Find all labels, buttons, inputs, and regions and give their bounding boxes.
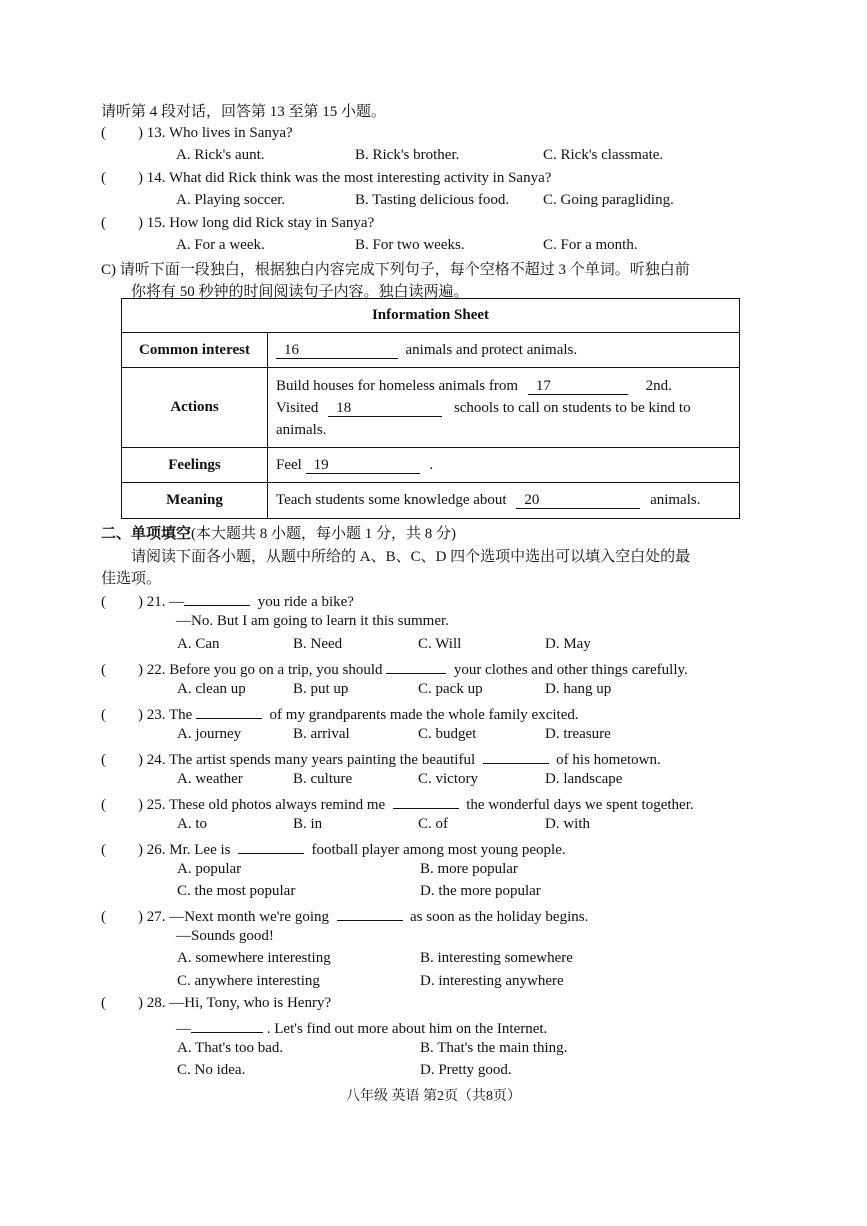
answer-paren[interactable]: ( xyxy=(101,707,106,723)
option[interactable]: B. put up xyxy=(293,681,349,697)
row-text: . xyxy=(429,456,434,473)
answer-paren[interactable]: ( xyxy=(101,995,106,1011)
option[interactable]: A. clean up xyxy=(177,681,246,697)
question-21-reply: —No. But I am going to learn it this summer. xyxy=(176,613,449,629)
option[interactable]: C. victory xyxy=(418,771,478,787)
answer-paren[interactable]: ( xyxy=(101,752,106,768)
question-stem: ) 21. — xyxy=(138,594,185,610)
option[interactable]: C. Rick's classmate. xyxy=(543,147,664,163)
question-25 xyxy=(101,794,694,814)
question-stem: ) 25. These old photos always remind me xyxy=(138,797,386,813)
blank-18[interactable]: 18 xyxy=(328,400,442,417)
row-label-feelings: Feelings xyxy=(122,448,268,483)
option[interactable]: D. hang up xyxy=(545,681,612,697)
option[interactable]: B. arrival xyxy=(293,726,350,742)
answer-paren-close: ) xyxy=(138,125,143,141)
answer-paren-close: ) xyxy=(138,170,143,186)
option[interactable]: D. treasure xyxy=(545,726,611,742)
option[interactable]: D. landscape xyxy=(545,771,623,787)
question-23 xyxy=(101,704,579,724)
question-stem: 15. How long did Rick stay in Sanya? xyxy=(146,215,375,231)
answer-paren[interactable]: ( xyxy=(101,842,106,858)
blank-22[interactable] xyxy=(386,659,446,674)
option[interactable]: D. the more popular xyxy=(420,883,541,899)
instruction-c-line2: 你将有 50 秒钟的时间阅读句子内容。独白读两遍。 xyxy=(131,284,469,300)
section2-instruction-line1: 请阅读下面各小题，从题中所给的 A、B、C、D 四个选项中选出可以填入空白处的最 xyxy=(131,549,691,565)
row-label-actions: Actions xyxy=(122,368,268,448)
blank-19[interactable]: 19 xyxy=(306,457,420,474)
row-text: animals. xyxy=(276,421,327,438)
option[interactable]: B. culture xyxy=(293,771,353,787)
question-26 xyxy=(101,839,566,859)
blank-28[interactable] xyxy=(191,1018,263,1033)
option[interactable]: A. Playing soccer. xyxy=(176,192,286,208)
blank-20[interactable]: 20 xyxy=(516,492,640,509)
blank-23[interactable] xyxy=(196,704,262,719)
option[interactable]: B. That's the main thing. xyxy=(420,1040,568,1056)
option[interactable]: D. May xyxy=(545,636,591,652)
question-28 xyxy=(101,995,331,1012)
row-text: animals. xyxy=(650,492,701,508)
option[interactable]: B. more popular xyxy=(420,861,518,877)
row-text: Teach students some knowledge about xyxy=(276,492,507,508)
information-sheet-table xyxy=(121,298,740,519)
question-stem: ) 27. —Next month we're going xyxy=(138,909,330,925)
option[interactable]: C. anywhere interesting xyxy=(177,973,320,989)
question-stem: ) 22. Before you go on a trip, you should xyxy=(138,662,383,678)
question-stem: ) 24. The artist spends many years painting the beautiful xyxy=(138,752,476,768)
row-content-meaning xyxy=(268,483,740,519)
section2-heading-rest: (本大题共 8 小题，每小题 1 分，共 8 分) xyxy=(191,526,457,542)
option[interactable]: A. Can xyxy=(177,636,220,652)
row-text: schools to call on students to be kind to xyxy=(453,399,691,416)
option[interactable]: A. For a week. xyxy=(176,237,265,253)
question-15 xyxy=(101,215,374,232)
option[interactable]: B. in xyxy=(293,816,323,832)
option[interactable]: D. interesting anywhere xyxy=(420,973,564,989)
row-text: Feel xyxy=(276,456,302,473)
option[interactable]: D. Pretty good. xyxy=(420,1062,512,1078)
answer-paren-close: ) xyxy=(138,215,143,231)
option[interactable]: C. No idea. xyxy=(177,1062,246,1078)
answer-paren[interactable]: ( xyxy=(101,594,106,610)
question-stem-after: as soon as the holiday begins. xyxy=(410,909,589,925)
section2-heading xyxy=(101,522,456,543)
option[interactable]: B. Rick's brother. xyxy=(355,147,460,163)
question-stem: ) 26. Mr. Lee is xyxy=(138,842,231,858)
answer-paren[interactable]: ( xyxy=(101,909,106,925)
answer-paren[interactable]: ( xyxy=(101,662,106,678)
row-content-feelings xyxy=(268,448,740,483)
reply-dash: — xyxy=(176,1021,191,1037)
question-stem-after: you ride a bike? xyxy=(257,594,354,610)
table-title: Information Sheet xyxy=(122,299,740,333)
question-22 xyxy=(101,659,688,679)
question-14 xyxy=(101,170,551,187)
answer-paren[interactable]: ( xyxy=(101,170,106,186)
instruction-b4: 请听第 4 段对话，回答第 13 至第 15 小题。 xyxy=(101,104,387,120)
blank-27[interactable] xyxy=(337,906,403,921)
row-label-common-interest: Common interest xyxy=(122,333,268,368)
option[interactable]: C. For a month. xyxy=(543,237,638,253)
option[interactable]: C. Will xyxy=(418,636,462,652)
option[interactable]: A. popular xyxy=(177,861,242,877)
row-text: Build houses for homeless animals from xyxy=(276,377,519,394)
reply-text: . Let's find out more about him on the Internet. xyxy=(266,1021,548,1037)
question-stem-after: football player among most young people. xyxy=(311,842,566,858)
option[interactable]: D. with xyxy=(545,816,590,832)
row-text: Visited xyxy=(276,399,319,416)
answer-paren[interactable]: ( xyxy=(101,215,106,231)
option[interactable]: B. interesting somewhere xyxy=(420,950,573,966)
row-content-common-interest xyxy=(268,333,740,368)
question-13 xyxy=(101,125,293,142)
question-stem-after: the wonderful days we spent together. xyxy=(466,797,694,813)
option[interactable]: B. For two weeks. xyxy=(355,237,465,253)
option[interactable]: B. Tasting delicious food. xyxy=(355,192,510,208)
option[interactable]: A. Rick's aunt. xyxy=(176,147,265,163)
option[interactable]: A. somewhere interesting xyxy=(177,950,331,966)
option[interactable]: B. Need xyxy=(293,636,343,652)
blank-16[interactable]: 16 xyxy=(276,342,398,359)
question-24 xyxy=(101,749,661,769)
section2-heading-bold: 二、单项填空 xyxy=(101,526,192,542)
answer-paren[interactable]: ( xyxy=(101,125,106,141)
option[interactable]: A. to xyxy=(177,816,207,832)
row-label-meaning: Meaning xyxy=(122,483,268,519)
option[interactable]: C. Going paragliding. xyxy=(543,192,674,208)
question-stem-after: your clothes and other things carefully. xyxy=(453,662,688,678)
question-21 xyxy=(101,591,354,611)
section2-instruction-line2: 佳选项。 xyxy=(101,571,162,587)
question-stem-after: of his hometown. xyxy=(556,752,661,768)
row-text: 2nd. xyxy=(645,377,672,394)
blank-25[interactable] xyxy=(393,794,459,809)
row-content-actions xyxy=(268,368,740,448)
option[interactable]: C. pack up xyxy=(418,681,483,697)
option[interactable]: C. the most popular xyxy=(177,883,296,899)
row-text: animals and protect animals. xyxy=(405,341,578,358)
question-27 xyxy=(101,906,588,926)
option[interactable]: C. budget xyxy=(418,726,477,742)
question-28-reply xyxy=(176,1018,547,1038)
question-stem: ) 28. —Hi, Tony, who is Henry? xyxy=(138,995,332,1011)
blank-21[interactable] xyxy=(184,591,250,606)
option[interactable]: A. journey xyxy=(177,726,242,742)
blank-24[interactable] xyxy=(483,749,549,764)
blank-17[interactable]: 17 xyxy=(528,378,628,395)
option[interactable]: C. of xyxy=(418,816,448,832)
blank-26[interactable] xyxy=(238,839,304,854)
question-stem: 13. Who lives in Sanya? xyxy=(146,125,293,141)
option[interactable]: A. That's too bad. xyxy=(177,1040,284,1056)
question-27-reply: —Sounds good! xyxy=(176,928,274,944)
page-footer: 八年级 英语 第2页（共8页） xyxy=(346,1089,521,1104)
question-stem-after: of my grandparents made the whole family excited. xyxy=(269,707,579,723)
answer-paren[interactable]: ( xyxy=(101,797,106,813)
option[interactable]: A. weather xyxy=(177,771,243,787)
instruction-c-line1: C) 请听下面一段独白，根据独白内容完成下列句子，每个空格不超过 3 个单词。听独白前 xyxy=(101,262,690,278)
question-stem: 14. What did Rick think was the most interesting activity in Sanya? xyxy=(146,170,552,186)
question-stem: ) 23. The xyxy=(138,707,193,723)
